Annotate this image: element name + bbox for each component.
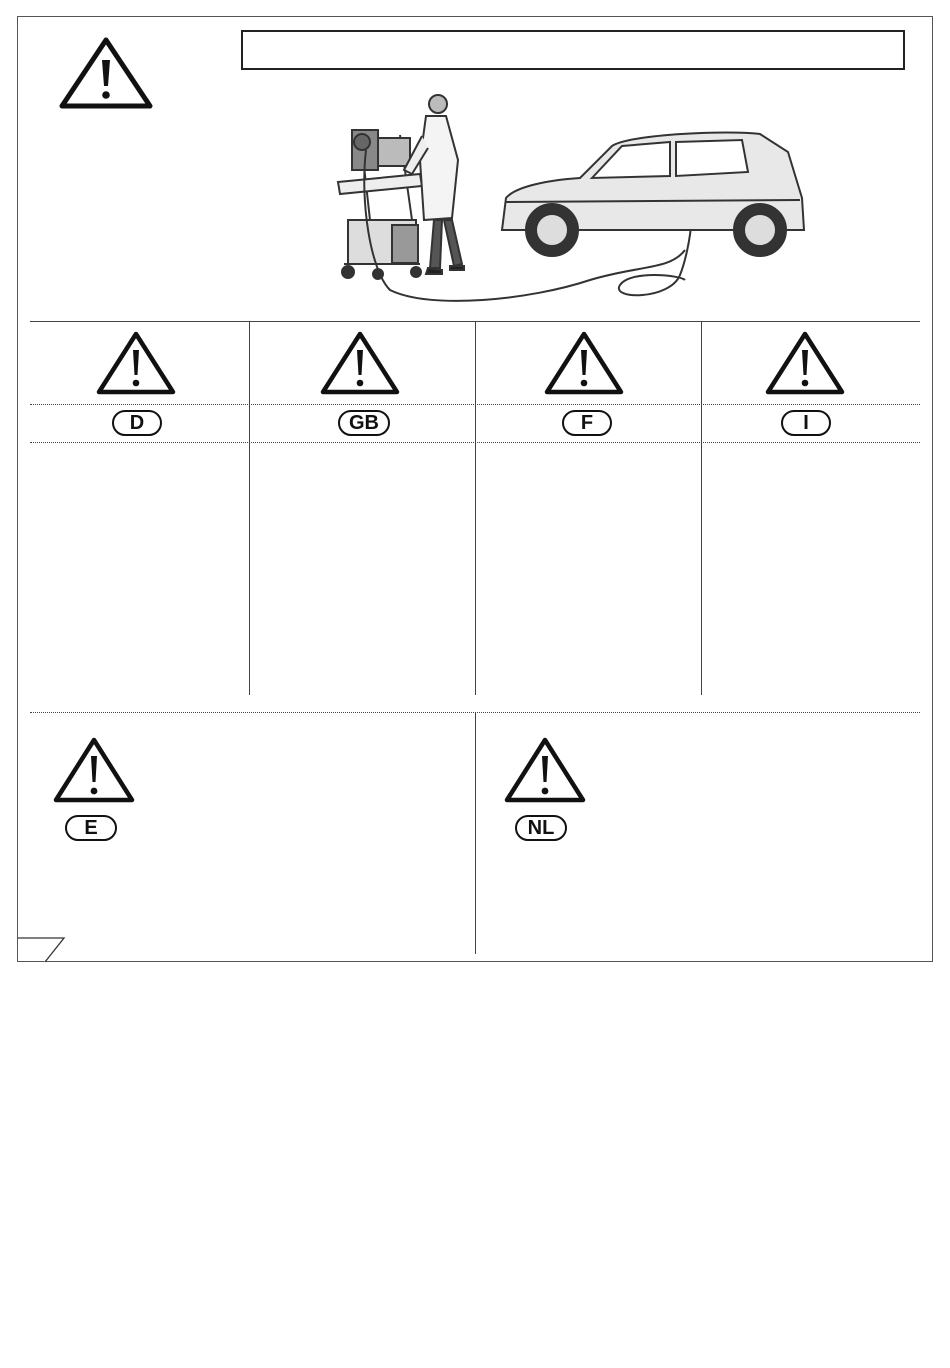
warning-triangle-icon [95, 330, 177, 396]
technician-diagnostic-car-illustration [330, 90, 810, 310]
language-badge-nl: NL [515, 815, 567, 841]
language-badge-e: E [65, 815, 117, 841]
warning-triangle-icon [52, 736, 136, 804]
column-divider [475, 321, 476, 695]
page-corner-mark [17, 934, 67, 964]
column-divider [701, 321, 702, 695]
language-badge-d: D [112, 410, 162, 436]
title-box [241, 30, 905, 70]
warning-triangle-icon [319, 330, 401, 396]
column-divider [475, 712, 476, 954]
column-divider [249, 321, 250, 695]
warning-triangle-icon [503, 736, 587, 804]
warning-triangle-icon [58, 36, 154, 110]
warning-triangle-icon [764, 330, 846, 396]
language-badge-gb: GB [338, 410, 390, 436]
language-badge-f: F [562, 410, 612, 436]
language-badge-i: I [781, 410, 831, 436]
warning-triangle-icon [543, 330, 625, 396]
